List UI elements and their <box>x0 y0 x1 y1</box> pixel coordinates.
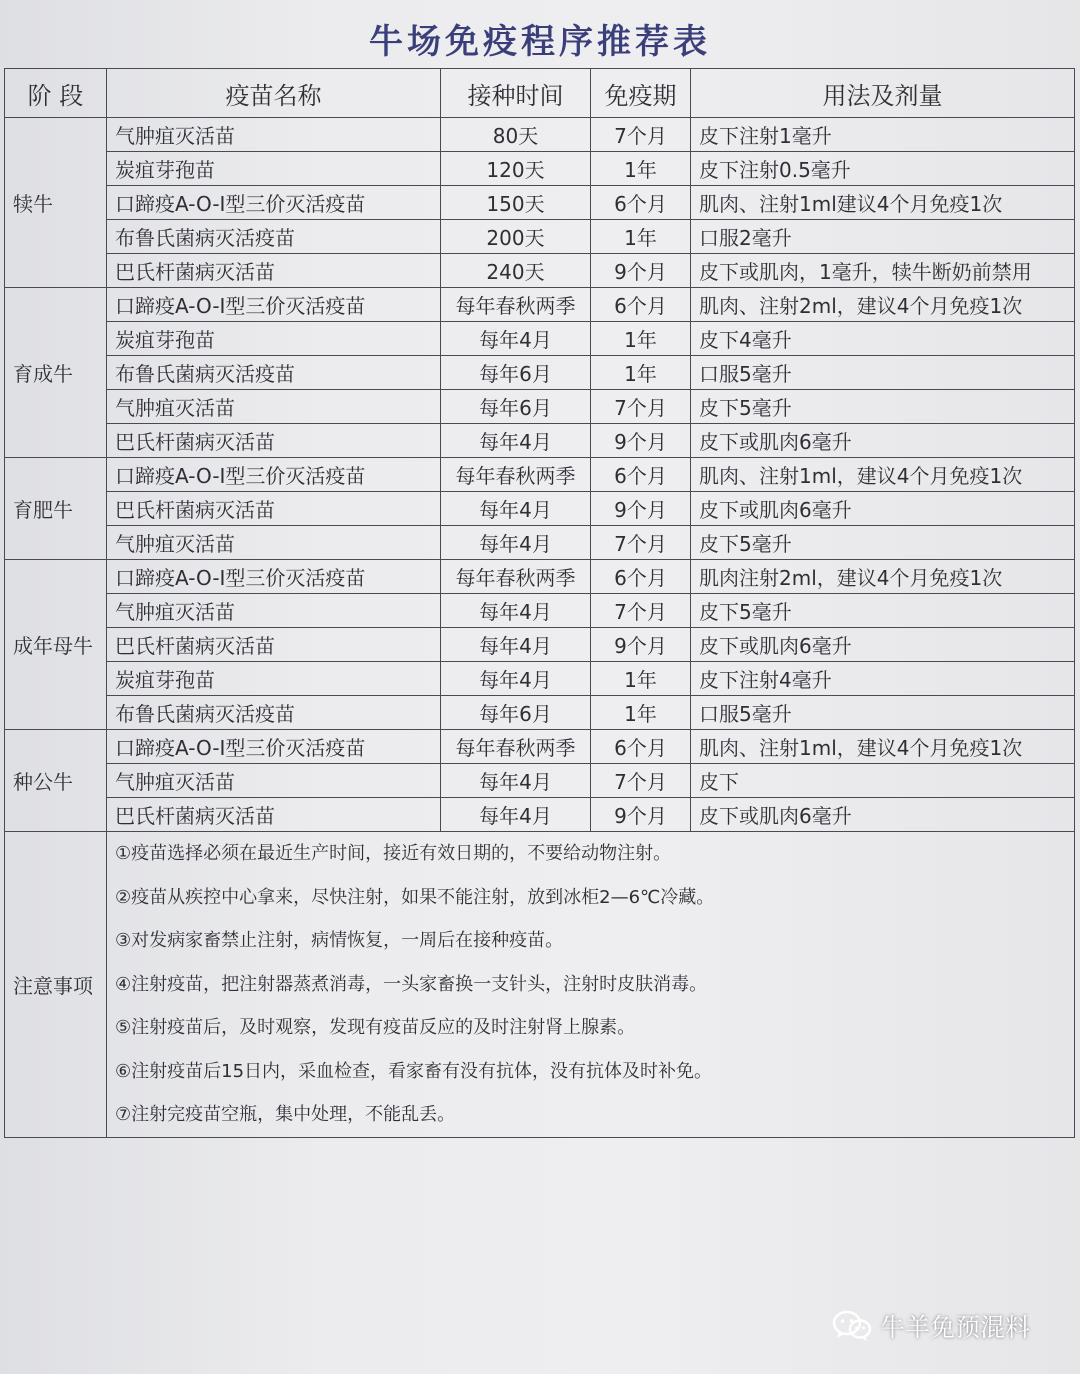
immunity-cell: 6个月 <box>591 288 691 322</box>
notes-label: 注意事项 <box>5 832 107 1138</box>
immunity-cell: 1年 <box>591 152 691 186</box>
vaccine-cell: 气肿疽灭活苗 <box>107 526 441 560</box>
vaccine-cell: 巴氏杆菌病灭活苗 <box>107 798 441 832</box>
table-row <box>5 390 1075 424</box>
vaccine-cell: 口蹄疫A-O-I型三价灭活疫苗 <box>107 186 441 220</box>
vaccine-cell: 气肿疽灭活苗 <box>107 764 441 798</box>
usage-cell: 皮下5毫升 <box>691 594 1075 628</box>
time-cell: 每年春秋两季 <box>441 730 591 764</box>
time-cell: 每年4月 <box>441 798 591 832</box>
table-row <box>5 662 1075 696</box>
table-row <box>5 764 1075 798</box>
usage-cell: 皮下5毫升 <box>691 526 1075 560</box>
watermark-text: 牛羊免预混料 <box>880 1313 1031 1342</box>
note-item: ⑦注射完疫苗空瓶，集中处理，不能乱丢。 <box>115 1104 456 1125</box>
vaccine-cell: 炭疽芽孢苗 <box>107 322 441 356</box>
note-item: ④注射疫苗，把注射器蒸煮消毒，一头家畜换一支针头，注射时皮肤消毒。 <box>115 973 708 995</box>
table-row <box>5 560 1075 594</box>
stage-cell: 育肥牛 <box>5 458 107 560</box>
usage-cell: 口服5毫升 <box>691 356 1075 390</box>
usage-cell: 肌肉、注射1ml，建议4个月免疫1次 <box>691 730 1075 764</box>
usage-cell: 皮下或肌肉，1毫升，犊牛断奶前禁用 <box>691 254 1075 288</box>
usage-cell: 肌肉、注射2ml，建议4个月免疫1次 <box>691 288 1075 322</box>
time-cell: 每年春秋两季 <box>441 288 591 322</box>
usage-cell: 皮下 <box>691 764 1075 798</box>
stage-cell: 成年母牛 <box>5 560 107 730</box>
vaccine-cell: 炭疽芽孢苗 <box>107 152 441 186</box>
vaccination-table <box>4 68 1075 1138</box>
note-item: ⑤注射疫苗后，及时观察，发现有疫苗反应的及时注射肾上腺素。 <box>115 1017 636 1038</box>
table-row <box>5 118 1075 152</box>
table-row <box>5 696 1075 730</box>
header-immunity: 免疫期 <box>591 69 691 118</box>
vaccine-cell: 巴氏杆菌病灭活苗 <box>107 424 441 458</box>
time-cell: 每年4月 <box>441 628 591 662</box>
immunity-cell: 6个月 <box>591 560 691 594</box>
note-item: ①疫苗选择必须在最近生产时间，接近有效日期的，不要给动物注射。 <box>115 843 672 864</box>
table-row <box>5 594 1075 628</box>
time-cell: 每年4月 <box>441 594 591 628</box>
time-cell: 120天 <box>441 152 591 186</box>
usage-cell: 皮下或肌肉6毫升 <box>691 492 1075 526</box>
usage-cell: 皮下注射0.5毫升 <box>691 152 1075 186</box>
vaccine-cell: 布鲁氏菌病灭活疫苗 <box>107 220 441 254</box>
usage-cell: 皮下或肌肉6毫升 <box>691 798 1075 832</box>
table-header-row <box>5 69 1075 118</box>
table-row <box>5 288 1075 322</box>
vaccine-cell: 布鲁氏菌病灭活疫苗 <box>107 356 441 390</box>
vaccine-cell: 口蹄疫A-O-I型三价灭活疫苗 <box>107 730 441 764</box>
table-row <box>5 254 1075 288</box>
time-cell: 每年4月 <box>441 662 591 696</box>
immunity-cell: 7个月 <box>591 118 691 152</box>
table-row <box>5 424 1075 458</box>
time-cell: 每年春秋两季 <box>441 560 591 594</box>
stage-cell: 育成牛 <box>5 288 107 458</box>
vaccine-cell: 口蹄疫A-O-I型三价灭活疫苗 <box>107 458 441 492</box>
time-cell: 每年6月 <box>441 696 591 730</box>
immunity-cell: 7个月 <box>591 526 691 560</box>
table-row <box>5 730 1075 764</box>
time-cell: 每年4月 <box>441 526 591 560</box>
time-cell: 200天 <box>441 220 591 254</box>
usage-cell: 皮下5毫升 <box>691 390 1075 424</box>
time-cell: 每年4月 <box>441 424 591 458</box>
note-item: ③对发病家畜禁止注射，病情恢复，一周后在接种疫苗。 <box>115 930 564 951</box>
wechat-icon <box>832 1310 872 1342</box>
table-row <box>5 220 1075 254</box>
time-cell: 240天 <box>441 254 591 288</box>
table-row <box>5 798 1075 832</box>
table-body <box>5 118 1075 1138</box>
immunity-cell: 1年 <box>591 356 691 390</box>
table-row <box>5 356 1075 390</box>
header-usage: 用法及剂量 <box>691 69 1075 118</box>
notes-body <box>107 832 1075 1138</box>
vaccine-cell: 布鲁氏菌病灭活疫苗 <box>107 696 441 730</box>
usage-cell: 口服2毫升 <box>691 220 1075 254</box>
note-item: ②疫苗从疾控中心拿来，尽快注射，如果不能注射，放到冰柜2—6℃冷藏。 <box>115 886 715 908</box>
immunity-cell: 1年 <box>591 696 691 730</box>
table-row <box>5 526 1075 560</box>
immunity-cell: 7个月 <box>591 390 691 424</box>
immunity-cell: 1年 <box>591 220 691 254</box>
vaccine-cell: 巴氏杆菌病灭活苗 <box>107 254 441 288</box>
immunity-cell: 9个月 <box>591 254 691 288</box>
time-cell: 80天 <box>441 118 591 152</box>
header-stage: 阶 段 <box>5 69 107 118</box>
vaccine-cell: 炭疽芽孢苗 <box>107 662 441 696</box>
vaccine-cell: 气肿疽灭活苗 <box>107 594 441 628</box>
table-row <box>5 458 1075 492</box>
vaccine-cell: 巴氏杆菌病灭活苗 <box>107 628 441 662</box>
vaccine-cell: 口蹄疫A-O-I型三价灭活疫苗 <box>107 560 441 594</box>
usage-cell: 皮下4毫升 <box>691 322 1075 356</box>
time-cell: 每年春秋两季 <box>441 458 591 492</box>
stage-cell: 犊牛 <box>5 118 107 288</box>
time-cell: 每年4月 <box>441 322 591 356</box>
table-row <box>5 322 1075 356</box>
time-cell: 每年6月 <box>441 356 591 390</box>
time-cell: 150天 <box>441 186 591 220</box>
table-row <box>5 628 1075 662</box>
stage-cell: 种公牛 <box>5 730 107 832</box>
note-item: ⑥注射疫苗后15日内，采血检查，看家畜有没有抗体，没有抗体及时补免。 <box>115 1060 713 1082</box>
time-cell: 每年4月 <box>441 492 591 526</box>
notes-row <box>5 832 1075 1138</box>
header-vaccine: 疫苗名称 <box>107 69 441 118</box>
usage-cell: 肌肉、注射1ml建议4个月免疫1次 <box>691 186 1075 220</box>
usage-cell: 口服5毫升 <box>691 696 1075 730</box>
immunity-cell: 9个月 <box>591 798 691 832</box>
immunity-cell: 6个月 <box>591 186 691 220</box>
immunity-cell: 9个月 <box>591 628 691 662</box>
time-cell: 每年6月 <box>441 390 591 424</box>
usage-cell: 肌肉注射2ml，建议4个月免疫1次 <box>691 560 1075 594</box>
usage-cell: 皮下或肌肉6毫升 <box>691 424 1075 458</box>
immunity-cell: 6个月 <box>591 730 691 764</box>
immunity-cell: 9个月 <box>591 424 691 458</box>
immunity-cell: 1年 <box>591 322 691 356</box>
table-row <box>5 152 1075 186</box>
usage-cell: 皮下注射4毫升 <box>691 662 1075 696</box>
vaccine-cell: 巴氏杆菌病灭活苗 <box>107 492 441 526</box>
immunity-cell: 6个月 <box>591 458 691 492</box>
header-time: 接种时间 <box>441 69 591 118</box>
vaccine-cell: 气肿疽灭活苗 <box>107 118 441 152</box>
usage-cell: 肌肉、注射1ml，建议4个月免疫1次 <box>691 458 1075 492</box>
time-cell: 每年4月 <box>441 764 591 798</box>
table-row <box>5 492 1075 526</box>
immunity-cell: 1年 <box>591 662 691 696</box>
immunity-cell: 7个月 <box>591 764 691 798</box>
table-row <box>5 186 1075 220</box>
vaccine-cell: 气肿疽灭活苗 <box>107 390 441 424</box>
vaccine-cell: 口蹄疫A-O-I型三价灭活疫苗 <box>107 288 441 322</box>
usage-cell: 皮下注射1毫升 <box>691 118 1075 152</box>
page-title: 牛场免疫程序推荐表 <box>369 22 711 62</box>
watermark <box>832 1306 1030 1346</box>
immunity-cell: 7个月 <box>591 594 691 628</box>
immunity-cell: 9个月 <box>591 492 691 526</box>
usage-cell: 皮下或肌肉6毫升 <box>691 628 1075 662</box>
